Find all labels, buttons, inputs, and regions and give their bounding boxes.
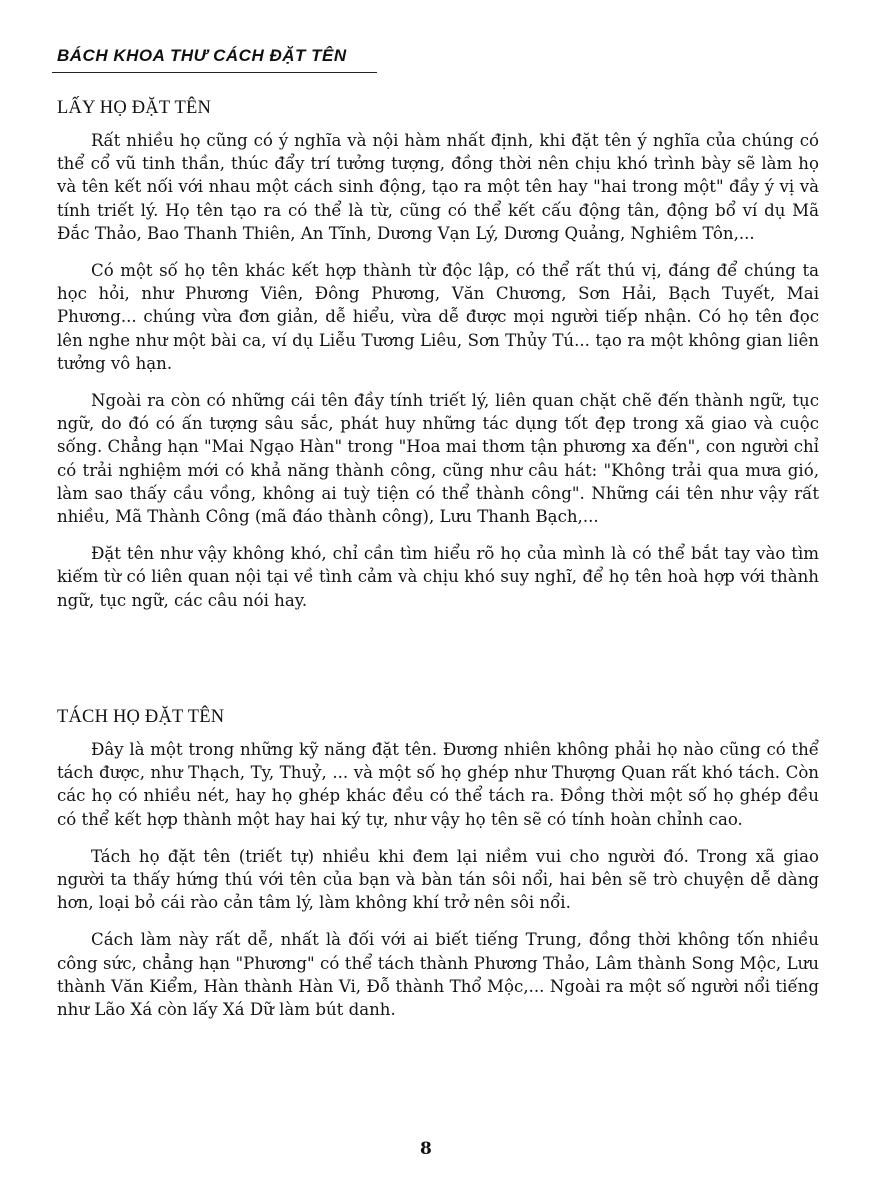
header-rule — [52, 72, 377, 73]
paragraph: Ngoài ra còn có những cái tên đầy tính triết lý, liên quan chặt chẽ đến thành ngữ, tục ngữ, do đó có ấn tượng sâu sắc, phát huy những tác dụng tốt đẹp trong xã giao và cuộc sống. Chẳng hạn "Mai Ngạo Hàn" trong "Hoa mai thơm tận phương xa đến", con người chỉ có trải nghiệm mới có khả năng thành công, cũng như câu hát: "Không trải qua mưa gió, làm sao thấy cầu vồng, không ai tuỳ tiện có thể thành công". Những cái tên như vậy rất nhiều, Mã Thành Công (mã đáo thành công), Lưu Thanh Bạch,... — [57, 391, 819, 527]
paragraph: Cách làm này rất dễ, nhất là đối với ai biết tiếng Trung, đồng thời không tốn nhiều công sức, chẳng hạn "Phương" có thể tách thành Phương Thảo, Lâm thành Song Mộc, Lưu thành Văn Kiểm, Hàn thành Hàn Vi, Đỗ thành Thổ Mộc,... Ngoài ra một số người nổi tiếng như Lão Xá còn lấy Xá Dữ làm bút danh. — [57, 930, 819, 1020]
section-heading: TÁCH HỌ ĐẶT TÊN — [57, 707, 225, 727]
paragraph: Đây là một trong những kỹ năng đặt tên. Đương nhiên không phải họ nào cũng có thể tách được, như Thạch, Ty, Thuỷ, ... và một số họ ghép như Thượng Quan rất khó tách. Còn các họ có nhiều nét, hay họ ghép khác đều có thể tách ra. Đồng thời một số họ ghép đều có thể kết hợp thành một hay hai ký tự, như vậy họ tên sẽ có tính hoàn chỉnh cao. — [57, 740, 819, 829]
paragraph: Rất nhiều họ cũng có ý nghĩa và nội hàm nhất định, khi đặt tên ý nghĩa của chúng có thể cổ vũ tinh thần, thúc đẩy trí tưởng tượng, đồng thời nên chịu khó trình bày sẽ làm họ và tên kết nối với nhau một cách sinh động, tạo ra một tên hay "hai trong một" đầy ý vị và tính triết lý. Họ tên tạo ra có thể là từ, cũng có thể kết cấu động tân, động bổ ví dụ Mã Đắc Thảo, Bao Thanh Thiên, An Tĩnh, Dương Vạn Lý, Dương Quảng, Nghiêm Tôn,... — [57, 131, 819, 243]
paragraph: Tách họ đặt tên (triết tự) nhiều khi đem lại niềm vui cho người đó. Trong xã giao người ta thấy hứng thú với tên của bạn và bàn tán sôi nổi, hai bên sẽ trò chuyện dễ dàng hơn, loại bỏ cái rào cản tâm lý, làm không khí trở nên sôi nổi. — [57, 846, 819, 913]
section-lay-ho-dat-ten — [57, 98, 819, 626]
paragraph: Có một số họ tên khác kết hợp thành từ độc lập, có thể rất thú vị, đáng để chúng ta học hỏi, như Phương Viên, Đông Phương, Văn Chương, Sơn Hải, Bạch Tuyết, Mai Phương... chúng vừa đơn giản, dễ hiểu, vừa dễ được mọi người tiếp nhận. Có họ tên đọc lên nghe như một bài ca, ví dụ Liễu Tương Liêu, Sơn Thủy Tú... tạo ra một không gian liên tưởng vô hạn. — [57, 261, 819, 373]
paragraph: Đặt tên như vậy không khó, chỉ cần tìm hiểu rõ họ của mình là có thể bắt tay vào tìm kiếm từ có liên quan nội tại về tình cảm và chịu khó suy nghĩ, để họ tên hoà hợp với thành ngữ, tục ngữ, các câu nói hay. — [57, 544, 819, 610]
page-number: 8 — [420, 1139, 432, 1159]
section-tach-ho-dat-ten — [57, 707, 819, 1035]
section-heading: LẤY HỌ ĐẶT TÊN — [57, 98, 212, 118]
running-header-title: BÁCH KHOA THƯ CÁCH ĐẶT TÊN — [57, 46, 347, 65]
